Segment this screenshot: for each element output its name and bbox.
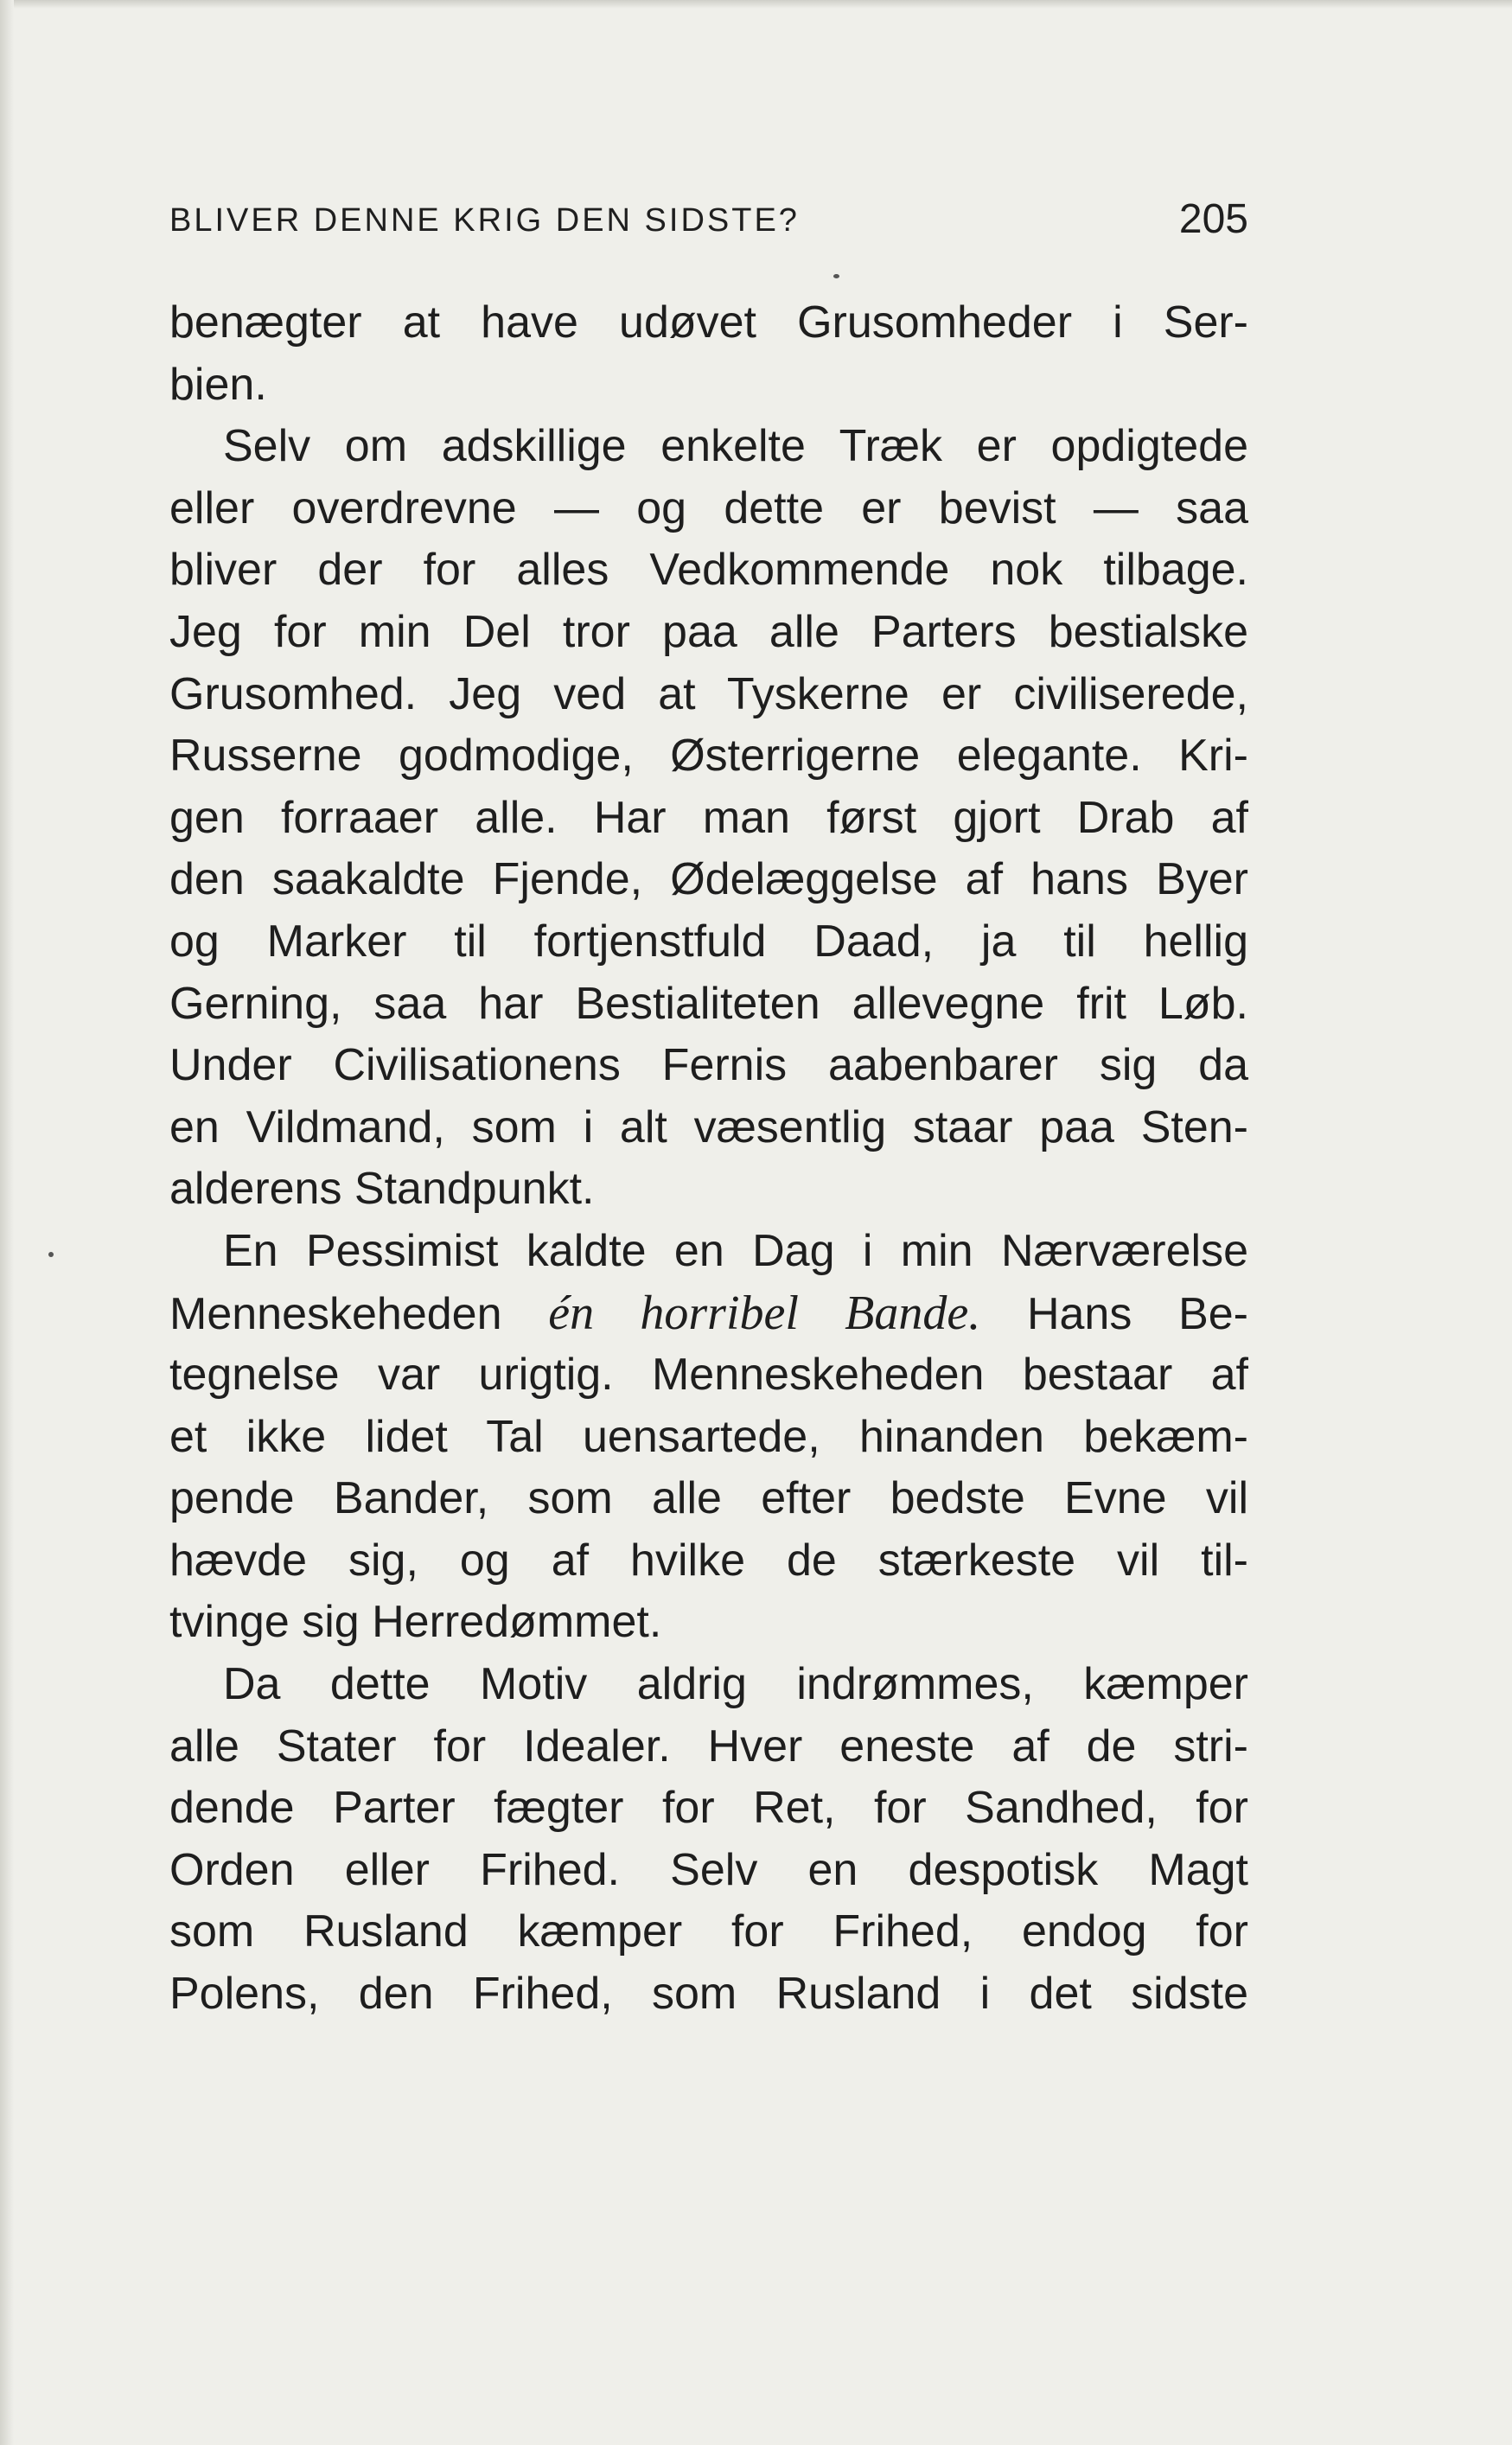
running-head: BLIVER DENNE KRIG DEN SIDSTE?: [169, 202, 800, 239]
text-line: en Vildmand, som i alt væsentlig staar paa Sten-: [169, 1101, 1248, 1152]
text-line: Russerne godmodige, Østerrigerne elegante. Kri-: [169, 731, 1248, 782]
page-top-edge: [0, 0, 1512, 9]
italic-phrase: én horribel Bande.: [548, 1286, 981, 1340]
text-line: Da dette Motiv aldrig indrømmes, kæmper: [223, 1659, 1248, 1710]
text-line: den saakaldte Fjende, Ødelæggelse af hans Byer: [169, 854, 1248, 905]
text-line: som Rusland kæmper for Frihed, endog for: [169, 1906, 1248, 1957]
text-line: bliver der for alles Vedkommende nok tilbage.: [169, 545, 1248, 596]
text-line: og Marker til fortjenstfuld Daad, ja til hellig: [169, 916, 1248, 967]
text-run: Menneskeheden: [169, 1288, 549, 1339]
text-line: Orden eller Frihed. Selv en despotisk Magt: [169, 1844, 1248, 1895]
print-speck: [48, 1252, 54, 1257]
text-line: alderens Standpunkt.: [169, 1164, 595, 1215]
page-left-edge: [0, 0, 14, 2445]
text-line-with-italic: [169, 1283, 1248, 1345]
text-line: Gerning, saa har Bestialiteten allevegne frit Løb.: [169, 978, 1248, 1029]
text-line: alle Stater for Idealer. Hver eneste af de stri-: [169, 1720, 1248, 1772]
text-line: tegnelse var urigtig. Menneskeheden bestaar af: [169, 1350, 1248, 1401]
text-run: Hans Be-: [980, 1288, 1248, 1339]
text-line: Selv om adskillige enkelte Træk er opdigtede: [223, 421, 1248, 472]
text-line: Grusomhed. Jeg ved at Tyskerne er civiliserede,: [169, 668, 1248, 719]
text-line: benægter at have udøvet Grusomheder i Ser-: [169, 297, 1248, 348]
body-text: [169, 292, 1248, 2026]
text-line: pende Bander, som alle efter bedste Evne vil: [169, 1473, 1248, 1524]
print-speck: [833, 274, 839, 278]
text-line: Jeg for min Del tror paa alle Parters bestialske: [169, 606, 1248, 657]
page-number: 205: [1178, 196, 1248, 242]
text-line: dende Parter fægter for Ret, for Sandhed, for: [169, 1783, 1248, 1834]
text-line: bien.: [169, 359, 267, 410]
text-line: Polens, den Frihed, som Rusland i det sidste: [169, 1969, 1248, 2020]
text-line: Under Civilisationens Fernis aabenbarer sig da: [169, 1040, 1248, 1091]
text-line: En Pessimist kaldte en Dag i min Nærværelse: [223, 1225, 1248, 1276]
text-line: eller overdrevne — og dette er bevist — saa: [169, 482, 1248, 533]
text-line: et ikke lidet Tal uensartede, hinanden bekæm-: [169, 1411, 1248, 1462]
text-line: hævde sig, og af hvilke de stærkeste vil til-: [169, 1535, 1248, 1586]
page-header: [169, 192, 1248, 252]
text-line: tvinge sig Herredømmet.: [169, 1597, 662, 1648]
text-line: gen forraaer alle. Har man først gjort Drab af: [169, 792, 1248, 843]
